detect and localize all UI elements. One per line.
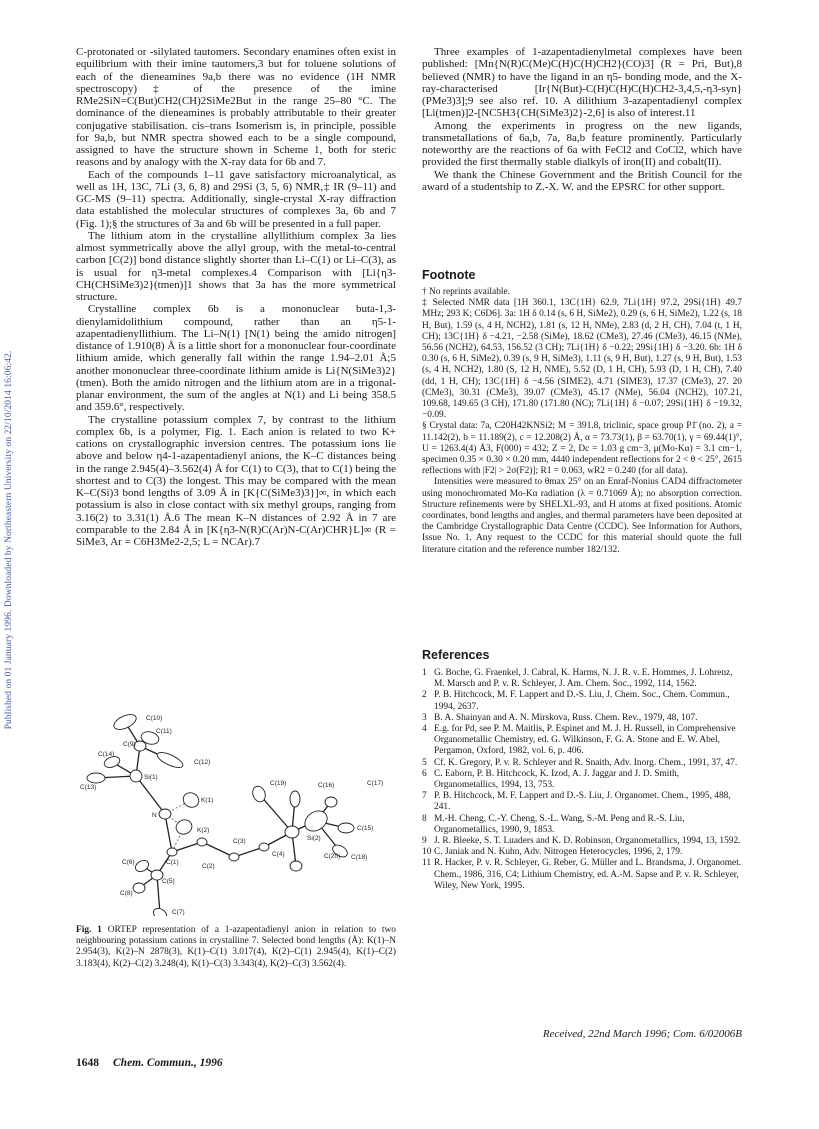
- reference-text: E.g. for Pd, see P. M. Maitlis, P. Espinet and M. J. H. Russell, in Comprehensive Organometallic Chemistry, ed. G. Wilkinson, F. G. A. Stone and E. W. Abel, Pergamon, Oxford, 1982, vol. 6, p. 406.: [434, 724, 736, 757]
- atom-ellipsoid: [174, 818, 194, 837]
- page-number: 1648: [76, 1057, 99, 1069]
- footnote-item: ‡ Selected NMR data [1H 360.1, 13C{1H} 62.9, 7Li{1H} 97.2, 29Si{1H} 49.7 MHz; 293 K; C6D6]. 3a: 1H δ 0.14 (s, 6 H, SiMe2), 0.29 (s, 6 H, SiMe2), 1.22 (s, 18 H, But), 1.59 (s, 4 H, NCH2), 1.81 (s, 12 H, NMe), 2.83 (d, 2 H, CH), 7.04 (t, 1 H, CH); 13C{1H} δ −4.21, −2.58 (SiMe), 18.62 (CMe3), 27.46 (CMe3), 46.15 (NMe), 56.56 (NCH2), 64.53, 156.52 (3 CH); 7Li{1H} δ −0.22; 29Si{1H} δ −3.20. 6b: 1H δ 0.30 (s, 6 H, SiMe2), 0.39 (s, 9 H, SiMe3), 1.11 (s, 9 H, But), 1.27 (s, 9 H, But), 1.53 (s, 4 H, NCH2), 1.80 (S, 12 H, NME), 5.52 (D, 1 H, CH), 5.93 (D, 1 H, CH), 7.40 (dd, 1 H, CH); 13C{1H} δ −4.56 (SIME2), 4.71 (SIME3), 17.37 (CMe3), 27. 20 (CMe3), 30.31 (CMe3), 39.07 (CMe3), 45.17 (NMe), 56.04 (NCH2), 107.21, 109.68, 149.65 (3 CH), 171.80 (171.80 (NC); 7Li{1H} δ −0.07; 29Si{1H} δ −19.32, −0.09.: [422, 298, 742, 421]
- reference-number: 11: [422, 858, 432, 869]
- references-list: [422, 668, 742, 892]
- atom-label: C(10): [146, 715, 163, 722]
- atom-label: C(4): [272, 851, 285, 858]
- reference-item: [422, 791, 742, 813]
- reference-item: [422, 836, 742, 847]
- atom-label: C(3): [233, 838, 246, 845]
- body-paragraph: The lithium atom in the crystalline allyllithium complex 3a lies almost symmetrically above the allyl group, with the metal-to-central carbon [C(2)] bond distance slightly shorter than Li–C(1) or Li–C(3), as is usual for η3-metal complexes.4 Comparison with [Li{η3-CH(CHSiMe3)2}(tmen)]1 shows that 3a has the more symmetrical structure.: [76, 229, 396, 303]
- journal-citation: Chem. Commun., 1996: [113, 1057, 223, 1069]
- footnotes-block: [422, 287, 742, 556]
- atom-label: C(9): [123, 741, 136, 748]
- figure-caption: [76, 925, 396, 970]
- atom-label: C(19): [270, 780, 287, 787]
- footnote-item: † No reprints available.: [422, 287, 510, 297]
- atom-ellipsoid: [290, 791, 300, 807]
- download-watermark: [2, 40, 16, 1040]
- references-heading: References: [422, 648, 490, 662]
- reference-number: 5: [422, 757, 427, 768]
- atom-label: C(17): [367, 780, 384, 787]
- reference-number: 8: [422, 813, 427, 824]
- reference-item: [422, 724, 742, 758]
- atom-label: C(20): [324, 853, 341, 860]
- atom-label: C(13): [80, 784, 97, 791]
- reference-text: Cf. K. Gregory, P. v. R. Schleyer and R. Snaith, Adv. Inorg. Chem., 1991, 37, 47.: [434, 757, 738, 768]
- reference-text: M.-H. Cheng, C.-Y. Cheng, S.-L. Wang, S.-M. Peng and R.-S. Liu, Organometallics, 1990, 9, 1853.: [434, 813, 685, 835]
- atom-label: C(11): [156, 728, 172, 735]
- reference-number: 10: [422, 847, 432, 858]
- reference-text: P. B. Hitchcock, M. F. Lappert and D.-S. Liu, J. Chem. Soc., Chem. Commun., 1994, 2637.: [434, 690, 730, 712]
- atom-ellipsoid: [155, 750, 185, 771]
- atom-label: C(5): [162, 878, 175, 885]
- atom-label: C(12): [194, 759, 211, 766]
- atom-ellipsoid: [197, 838, 207, 846]
- bond-line: [136, 776, 165, 814]
- atom-ellipsoid: [133, 858, 150, 874]
- reference-text: C. Eaborn, P. B. Hitchcock, K. Izod, A. J. Jaggar and J. D. Smith, Organometallics, 1994, 13, 753.: [434, 768, 680, 791]
- atom-label: K(1): [201, 797, 214, 804]
- left-text-column: [76, 46, 396, 548]
- reference-text: C. Janiak and N. Kuhn, Adv. Nitrogen Heterocycles, 1996, 2, 179.: [434, 847, 683, 858]
- body-paragraph: Crystalline complex 6b is a mononuclear buta-1,3-dienylamidolithium compound, rather than an η5-1-azapentadienyllithium. The Li–N(1) [N(1) being the amido nitrogen] distance of 1.910(8) Å is a little short for a mononuclear four-coordinate lithium amide, which generally fall within the range 1.94–2.01 Å;5 another mononuclear three-coordinate lithium amide is Li{N(SiMe3)2}(tmen). Both the amido nitrogen and the lithium atom are in a trigonal-planar environment, the sum of the angles at N(1) and Li being 358.5 and 359.6°, respectively.: [76, 303, 396, 414]
- acknowledgement-paragraph: We thank the Chinese Government and the British Council for the award of a studentship to Z.-X. W. and the EPSRC for other support.: [422, 168, 742, 193]
- atom-label: C(15): [357, 825, 374, 832]
- atom-ellipsoid: [133, 883, 145, 893]
- reference-number: 7: [422, 791, 427, 802]
- body-paragraph: Each of the compounds 1–11 gave satisfactory microanalytical, as well as 1H, 13C, 7Li (3, 6, 8) and 29Si (3, 5, 6) NMR,‡ IR (9–11) and GC-MS (9–11) spectra. Additionally, single-crystal X-ray diffraction data established the molecular structures of complexes 3a, 6b and 7 (Fig. 1);§ the structures of 3a and 6b will be presented in a full paper.: [76, 168, 396, 230]
- reference-item: [422, 690, 742, 712]
- atom-ellipsoid: [134, 741, 146, 751]
- atom-ellipsoid: [325, 797, 337, 807]
- reference-number: 2: [422, 690, 427, 701]
- atom-ellipsoid: [301, 807, 331, 836]
- atom-label: C(2): [202, 863, 215, 870]
- atom-ellipsoid: [167, 848, 177, 856]
- download-watermark-text: Published on 01 January 1996. Downloaded by Northeastern University on 22/10/2014 16:06:42.: [4, 350, 14, 730]
- reference-text: R. Hacker, P. v. R. Schleyer, G. Reber, G. Müller and L. Brandsma, J. Organomet. Chem., 1986, 316, C4; Lithium Chemistry, ed. A.-M. Sapse and P. v. R. Schleyer, Wiley, New York, 1995.: [434, 858, 742, 891]
- reference-text: B. A. Shainyan and A. N. Mirskova, Russ. Chem. Rev., 1979, 48, 107.: [434, 712, 698, 723]
- body-paragraph: Three examples of 1-azapentadienylmetal complexes have been published: [Mn{N(R)C(Me)C(H)C(H)CH2}(CO)3] (R = Pri, But),8 believed (NMR) to have the ligand in an η5- bonding mode, and the X-ray-characterised [Ir{N(But)-C(H)C(H)C(H)CH2-3,4,5,-η3-syn}(PMe3)3];9 see also ref. 10. A dilithium 3-azapentadienyl complex [Li(tmen)]2-[NC5H3{CH(SiMe3)2}-2,6] is also of interest.11: [422, 46, 742, 120]
- footnote-heading: Footnote: [422, 268, 476, 282]
- reference-text: J. R. Bleeke, S. T. Luaders and K. D. Robinson, Organometallics, 1994, 13, 1592.: [434, 836, 741, 847]
- atom-label: C(14): [98, 751, 115, 758]
- atom-ellipsoid: [112, 711, 139, 732]
- body-paragraph: Among the experiments in progress on the new ligands, transmetallations of 6a,b, 7a, 8a,b feature prominently. Particularly noteworthy are the reactions of 6a with FeCl2 and CoCl2, which have provided the first thermally stable dialkyls of iron(II) and cobalt(II).: [422, 119, 742, 169]
- atom-label: C(7): [172, 909, 185, 916]
- atom-label: K(2): [197, 827, 210, 834]
- atom-ellipsoid: [87, 773, 105, 783]
- reference-number: 1: [422, 668, 427, 678]
- reference-item: [422, 713, 742, 724]
- atom-label: C(16): [318, 782, 335, 789]
- atom-ellipsoid: [181, 790, 202, 810]
- reference-item: [422, 814, 742, 836]
- atom-label: C(1): [166, 859, 179, 866]
- atom-label: C(6): [122, 859, 135, 866]
- bond-line: [165, 814, 172, 852]
- figure-caption-label: Fig. 1: [76, 925, 102, 935]
- atom-label: N: [152, 812, 157, 819]
- reference-item: [422, 758, 742, 769]
- reference-item: [422, 668, 742, 690]
- atom-ellipsoid: [285, 826, 299, 838]
- figure-caption-text: ORTEP representation of a 1-azapentadienyl anion in relation to two neighbouring potassium cations in crystalline 7. Selected bond lengths (Å): K(1)–N 2.954(3), K(2)–N 2878(3), K(1)–C(1) 3.017(4), K(2)–C(1) 2.945(4), K(1)–C(2) 3.183(4), K(2)–C(2) 3.248(4), K(1)–C(3) 3.343(4), K(2)–C(3) 3.562(4).: [76, 925, 396, 969]
- reference-item: [422, 858, 742, 892]
- atom-label: C(8): [120, 890, 133, 897]
- right-text-column: [422, 46, 742, 193]
- reference-item: [422, 769, 742, 791]
- reference-number: 4: [422, 724, 427, 735]
- received-line: Received, 22nd March 1996; Com. 6/02006B: [542, 1028, 742, 1040]
- reference-number: 9: [422, 836, 427, 847]
- reference-number: 6: [422, 768, 427, 779]
- body-paragraph: The crystalline potassium complex 7, by contrast to the lithium complex 6b, is a polymer, Fig. 1. Each anion is related to two K+ cations on crystallographic inversion centres. The potassium ions lie above and below η4-1-azapentadienyl anions, the K–C distances being in the range 2.945(4)–3.562(4) Å for C(1) to C(3), that to C(1) being the shortest and to C(3) the longest. This may be compared with the mean K–C(Si)3 bond lengths of 3.09 Å in [K{C(SiMe3)3}]∞, in which each potassium is also in close contact with six methyl groups, ranging from 3.16(2) to 3.31(1) Å.6 The mean K–N distances of 2.92 Å in 7 are comparable to the 2.84 Å in [K{η3-N(R)C(Ar)N-C(Ar)CHR}L]∞ (R = SiMe3, Ar = C6H3Me2-2,5; L = NCAr).7: [76, 413, 396, 548]
- bond-line: [202, 842, 234, 857]
- body-paragraph: C-protonated or -silylated tautomers. Secondary enamines often exist in equilibrium with their imine tautomers,3 but for toluene solutions of each of the dieneamines 9a,b there was no evidence (1H NMR spectroscopy)‡ of the presence of the imine RMe2SiN=C(But)CH2(CH)2SiMe2But in the range 25–80 °C. The dominance of the dieneamines is probably attributable to their greater conjugative stabilisation. cis–trans Isomerism is, in principle, possible for 9a,b, but NMR spectra showed each to be a single compound, assigned to have the structure shown in Scheme 1, both for steric reasons and by analogy with the X-ray data for 6b and 7.: [76, 46, 396, 169]
- atom-ellipsoid: [229, 853, 239, 861]
- atom-label: Si(1): [144, 774, 158, 781]
- footnote-item: Intensities were measured to θmax 25° on an Enraf-Nonius CAD4 diffractometer using monochromated Mo-Kα radiation (λ = 0.71069 Å); no absorption correction. Structure refinements were by SHELXL-93, and H atoms at fixed positions. Atomic coordinates, bond lengths and angles, and thermal parameters have been deposited at the Cambridge Crystallographic Data Centre (CCDC). See Information for Authors, Issue No. 1. Any request to the CCDC for this material should quote the full literature citation and the reference number 182/132.: [422, 477, 742, 555]
- atom-label: C(18): [351, 854, 368, 861]
- ortep-diagram: [76, 676, 396, 916]
- atom-ellipsoid: [290, 861, 302, 871]
- reference-number: 3: [422, 712, 427, 723]
- atom-ellipsoid: [159, 809, 171, 819]
- atom-ellipsoid: [130, 770, 142, 782]
- atom-ellipsoid: [338, 823, 354, 833]
- ortep-figure: [76, 676, 396, 916]
- page-footer: [76, 1057, 223, 1069]
- reference-item: [422, 847, 742, 858]
- reference-text: P. B. Hitchcock, M. F. Lappert and D.-S. Liu, J. Organomet. Chem., 1995, 488, 241.: [434, 791, 731, 813]
- atom-ellipsoid: [259, 843, 269, 851]
- atom-label: Si(2): [307, 835, 321, 842]
- reference-text: G. Boche, G. Fraenkel, J. Cabral, K. Harms, N. J. R. v. E. Hommes, J. Lohrenz, M. Marsch and P. v. R. Schleyer, J. Am. Chem. Soc., 1992, 114, 1562.: [434, 668, 733, 690]
- footnote-item: § Crystal data: 7a, C20H42KNSi2; M = 391.8, triclinic, space group P1̄ (no. 2), a = 11.142(2), b = 11.189(2), c = 12.208(2) Å, α = 73.73(1), β = 63.70(1), γ = 69.44(1)°, U = 1263.4(4) Å3, F(000) = 432; Z = 2, Dc = 1.03 g cm−3, μ(Mo-Kα) = 3.1 cm−1, specimen 0.35 × 0.30 × 0.20 mm, 4440 independent reflections for 2 < θ < 25°, 2615 reflections with |F2| > 2σ(F2)]; R1 = 0.063, wR2 = 0.240 (for all data).: [422, 421, 742, 477]
